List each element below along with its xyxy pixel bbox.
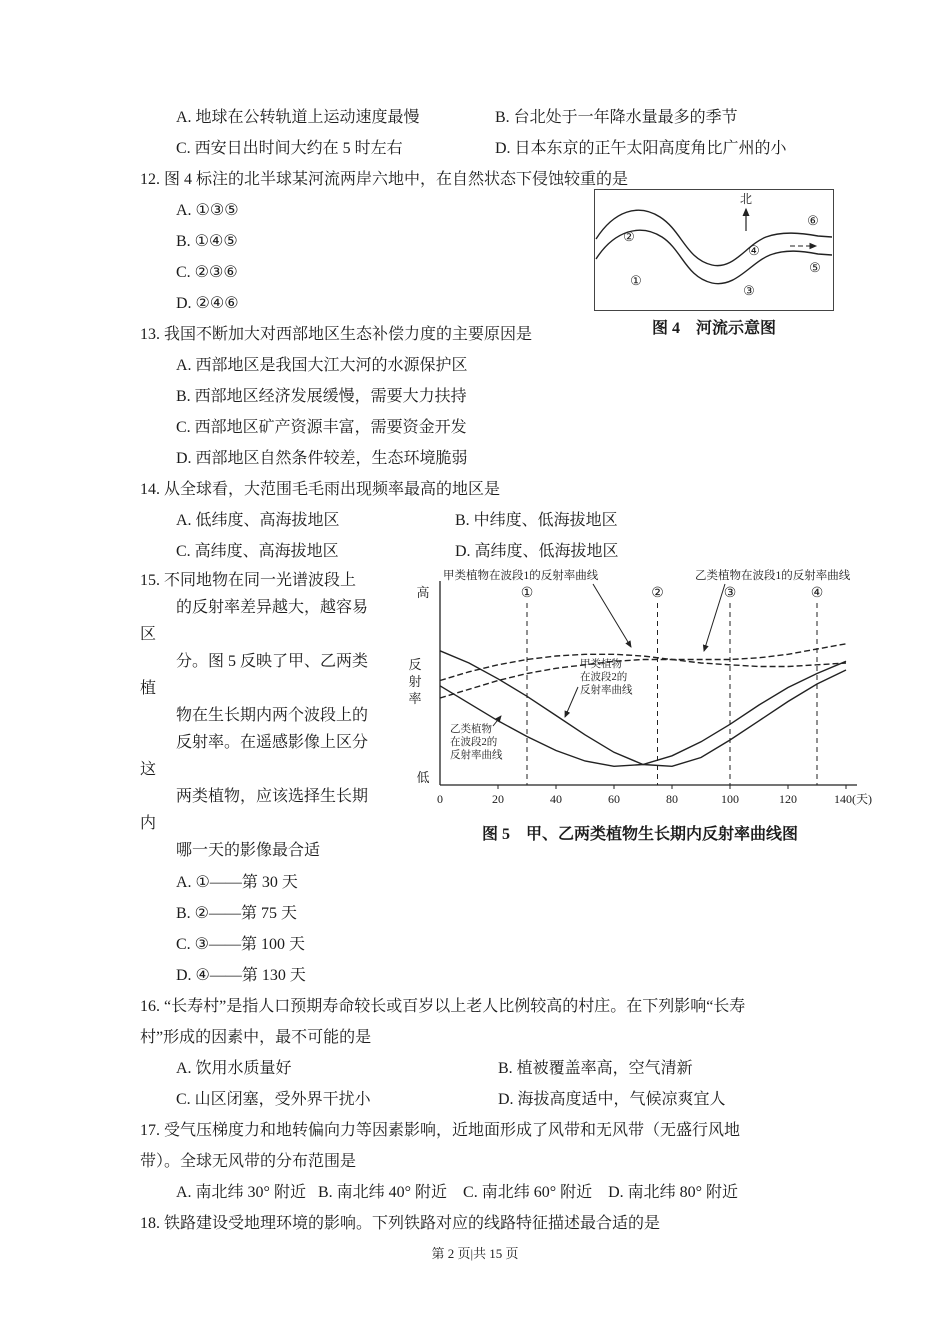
label-arrow-icon bbox=[593, 584, 631, 647]
q15-option-d: D. ④——第 130 天 bbox=[176, 967, 306, 984]
marker-4: ④ bbox=[810, 586, 824, 601]
label-yi-band2: 在波段2的 bbox=[450, 737, 498, 748]
q12-option-d: D. ②④⑥ bbox=[176, 295, 239, 312]
x-tick-label: 100 bbox=[721, 792, 739, 806]
y-label-high: 高 bbox=[416, 585, 430, 600]
q16-options-row-2 bbox=[140, 1084, 840, 1115]
q15-body bbox=[140, 567, 872, 867]
figure-5-reflectance-chart bbox=[395, 567, 885, 848]
x-tick-label: 20 bbox=[492, 792, 504, 806]
q11-options-row-2 bbox=[140, 133, 840, 164]
q15-option-b: B. ②——第 75 天 bbox=[176, 905, 298, 922]
page-number: 第 2 页|共 15 页 bbox=[431, 1246, 519, 1261]
q14-stem: 14. 从全球看，大范围毛毛雨出现频率最高的地区是 bbox=[140, 481, 501, 498]
q17-options-line: A. 南北纬 30° 附近 B. 南北纬 40° 附近 C. 南北纬 60° 附近 D. 南北纬 80° 附近 bbox=[176, 1184, 739, 1201]
q17-stem-line-1: 17. 受气压梯度力和地转偏向力等因素影响，近地面形成了风带和无风带（无盛行风地 bbox=[140, 1122, 741, 1139]
q15-stem-line: 植 bbox=[140, 680, 157, 697]
q14-options-row-1 bbox=[140, 505, 840, 536]
label-arrow-icon bbox=[704, 584, 725, 651]
label-jia-band2: 反射率曲线 bbox=[580, 685, 633, 696]
river-point-6: ⑥ bbox=[807, 213, 819, 228]
q16-stem-line-2: 村”形成的因素中，最不可能的是 bbox=[140, 1029, 372, 1046]
label-yi-band2: 反射率曲线 bbox=[450, 750, 503, 761]
q16-options-row-1 bbox=[140, 1053, 840, 1084]
q15-stem-line: 区 bbox=[140, 626, 157, 643]
q15-stem-line: 15. 不同地物在同一光谱波段上 bbox=[140, 572, 357, 589]
q16-option-d: D. 海拔高度适中，气候凉爽宜人 bbox=[498, 1091, 726, 1108]
q18-stem: 18. 铁路建设受地理环境的影响。下列铁路对应的线路特征描述最合适的是 bbox=[140, 1215, 661, 1232]
y-axis-char: 反 bbox=[408, 657, 422, 672]
q11-options-row-1 bbox=[140, 102, 840, 133]
q15-option-c: C. ③——第 100 天 bbox=[176, 936, 306, 953]
label-arrow-icon bbox=[565, 687, 578, 717]
reflectance-chart-svg bbox=[395, 567, 885, 817]
q14-option-b: B. 中纬度、低海拔地区 bbox=[455, 512, 618, 529]
label-yi-band1: 乙类植物在波段1的反射率曲线 bbox=[695, 570, 851, 582]
q15-stem-line: 物在生长期内两个波段上的 bbox=[176, 707, 369, 724]
page-content bbox=[140, 102, 872, 1239]
q15-stem-line: 哪一天的影像最合适 bbox=[176, 842, 321, 859]
x-tick-label: 60 bbox=[608, 792, 620, 806]
q12-option-a: A. ①③⑤ bbox=[176, 202, 239, 219]
x-tick-label: 40 bbox=[550, 792, 562, 806]
river-point-5: ⑤ bbox=[809, 260, 821, 275]
marker-1: ① bbox=[520, 586, 534, 601]
q15-stem-line: 内 bbox=[140, 815, 157, 832]
q14-option-a: A. 低纬度、高海拔地区 bbox=[176, 512, 340, 529]
q12-option-b: B. ①④⑤ bbox=[176, 233, 238, 250]
label-jia-band1: 甲类植物在波段1的反射率曲线 bbox=[443, 570, 599, 582]
q15-stem-line: 反射率。在遥感影像上区分 bbox=[176, 734, 369, 751]
y-axis-char: 射 bbox=[408, 674, 422, 689]
label-yi-band2: 乙类植物 bbox=[450, 724, 492, 735]
q15-stem-line: 的反射率差异越大，越容易 bbox=[176, 599, 369, 616]
q15-stem-line: 分。图 5 反映了甲、乙两类 bbox=[176, 653, 369, 670]
q15-stem-line: 这 bbox=[140, 761, 157, 778]
curve-jia-band2 bbox=[440, 651, 846, 767]
q17-stem-line-2: 带）。全球无风带的分布范围是 bbox=[140, 1153, 357, 1170]
x-tick-label: 140(天) bbox=[834, 792, 872, 806]
q12-stem: 12. 图 4 标注的北半球某河流两岸六地中，在自然状态下侵蚀较重的是 bbox=[140, 171, 629, 188]
q13-option-d: D. 西部地区自然条件较差，生态环境脆弱 bbox=[176, 450, 468, 467]
y-label-low: 低 bbox=[416, 770, 430, 785]
q12-option-c: C. ②③⑥ bbox=[176, 264, 238, 281]
q11-option-a: A. 地球在公转轨道上运动速度最慢 bbox=[176, 109, 420, 126]
q13-stem: 13. 我国不断加大对西部地区生态补偿力度的主要原因是 bbox=[140, 326, 533, 343]
river-point-4: ④ bbox=[748, 243, 760, 258]
x-tick-label: 80 bbox=[666, 792, 678, 806]
q16-option-b: B. 植被覆盖率高，空气清新 bbox=[498, 1060, 693, 1077]
q11-option-c: C. 西安日出时间大约在 5 时左右 bbox=[176, 140, 403, 157]
river-point-1: ① bbox=[630, 273, 642, 288]
q13-option-c: C. 西部地区矿产资源丰富，需要资金开发 bbox=[176, 419, 467, 436]
x-tick-label: 120 bbox=[779, 792, 797, 806]
x-tick-label: 0 bbox=[437, 792, 443, 806]
river-point-2: ② bbox=[623, 229, 635, 244]
marker-2: ② bbox=[651, 586, 664, 601]
q14-option-d: D. 高纬度、低海拔地区 bbox=[455, 543, 619, 560]
river-diagram-svg bbox=[594, 189, 834, 311]
q11-option-d: D. 日本东京的正午太阳高度角比广州的小 bbox=[495, 140, 787, 157]
label-jia-band2: 在波段2的 bbox=[580, 672, 628, 683]
marker-3: ③ bbox=[723, 586, 737, 601]
q13-option-b: B. 西部地区经济发展缓慢，需要大力扶持 bbox=[176, 388, 467, 405]
q16-stem-line-1: 16. “长寿村”是指人口预期寿命较长或百岁以上老人比例较高的村庄。在下列影响“长寿 bbox=[140, 998, 746, 1015]
north-label: 北 bbox=[739, 192, 753, 206]
q16-option-c: C. 山区闭塞，受外界干扰小 bbox=[176, 1091, 371, 1108]
figure-5-caption: 图 5 甲、乙两类植物生长期内反射率曲线图 bbox=[481, 826, 798, 843]
label-jia-band2: 甲类植物 bbox=[580, 659, 622, 670]
q14-option-c: C. 高纬度、高海拔地区 bbox=[176, 543, 339, 560]
q16-option-a: A. 饮用水质量好 bbox=[176, 1060, 292, 1077]
figure-frame bbox=[595, 190, 834, 311]
q13-option-a: A. 西部地区是我国大江大河的水源保护区 bbox=[176, 357, 468, 374]
figure-4-river-diagram bbox=[594, 189, 834, 342]
q14-options-row-2 bbox=[140, 536, 840, 567]
q15-stem-line: 两类植物，应该选择生长期 bbox=[176, 788, 369, 805]
q15-option-a: A. ①——第 30 天 bbox=[176, 874, 298, 891]
q11-option-b: B. 台北处于一年降水量最多的季节 bbox=[495, 109, 738, 126]
river-point-3: ③ bbox=[743, 283, 755, 298]
curve-jia-band1 bbox=[440, 654, 846, 680]
figure-4-caption: 图 4 河流示意图 bbox=[651, 320, 776, 337]
y-axis-char: 率 bbox=[408, 691, 422, 706]
